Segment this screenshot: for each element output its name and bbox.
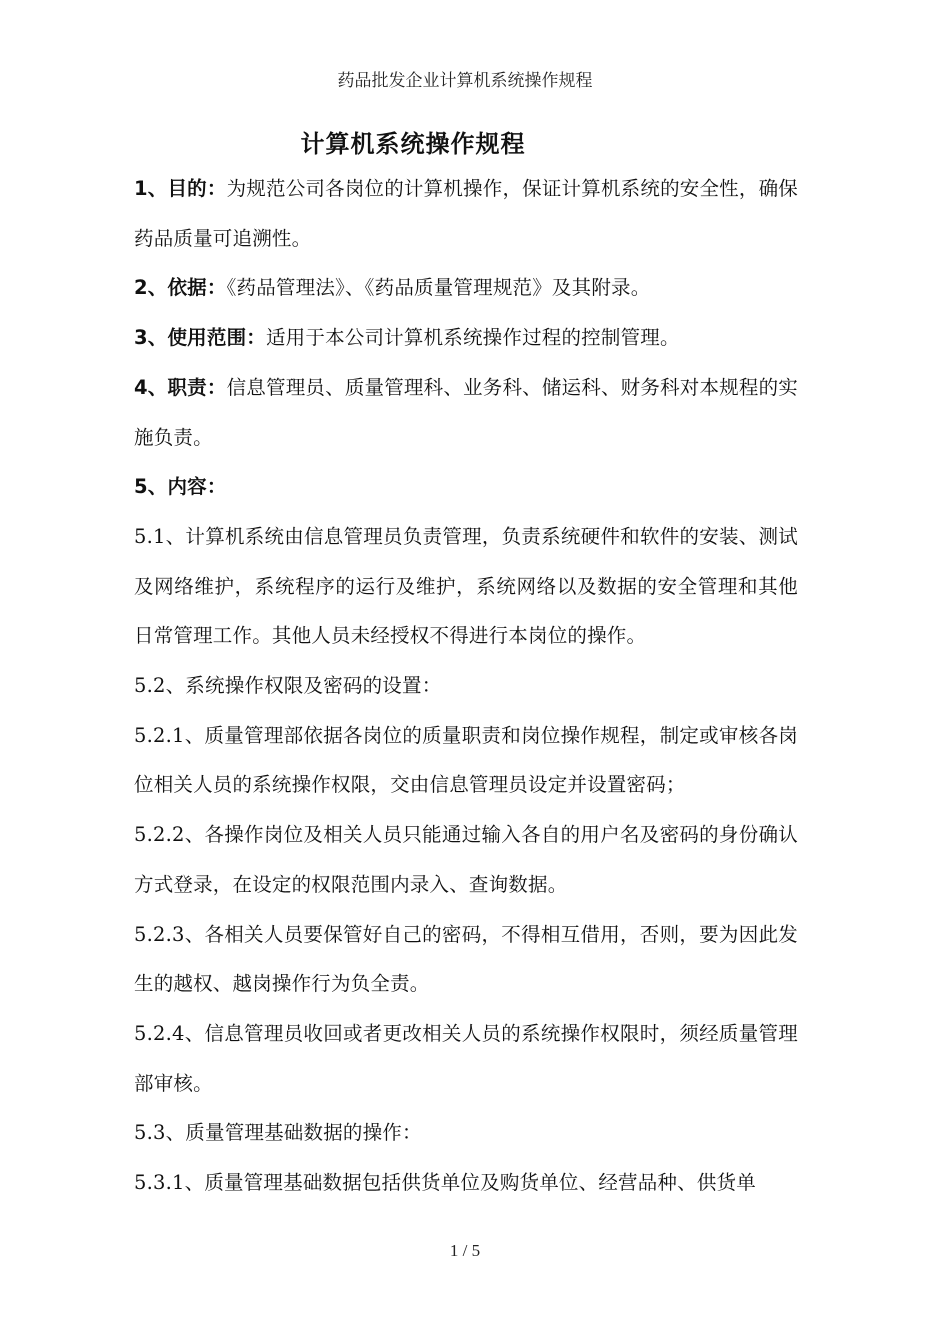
section-text: 信息管理员、质量管理科、业务科、储运科、财务科对本规程的实施负责。	[134, 375, 798, 449]
section-purpose	[134, 164, 798, 263]
clause-5-2-2: 5.2.2、各操作岗位及相关人员只能通过输入各自的用户名及密码的身份确认方式登录，在设定的权限范围内录入、查询数据。	[134, 823, 798, 896]
clause-5-2-4: 5.2.4、信息管理员收回或者更改相关人员的系统操作权限时，须经质量管理部审核。	[134, 1021, 798, 1095]
section-label: 3、使用范围：	[134, 326, 266, 350]
clause-5-2-3: 5.2.3、各相关人员要保管好自己的密码，不得相互借用，否则，要为因此发生的越权、越岗操作行为负全责。	[134, 922, 798, 996]
section-text: 为规范公司各岗位的计算机操作，保证计算机系统的安全性，确保药品质量可追溯性。	[134, 177, 798, 250]
section-text: 适用于本公司计算机系统操作过程的控制管理。	[265, 326, 680, 350]
section-label: 1、目的：	[134, 177, 227, 200]
section-label: 2、依据：	[134, 276, 227, 300]
section-scope	[134, 313, 798, 363]
clause-5-3-1: 5.3.1、质量管理基础数据包括供货单位及购货单位、经营品种、供货单	[134, 1171, 756, 1195]
section-responsibility	[134, 363, 798, 462]
section-content	[134, 462, 798, 512]
clause-5-2-1: 5.2.1、质量管理部依据各岗位的质量职责和岗位操作规程，制定或审核各岗位相关人员的系统操作权限，交由信息管理员设定并设置密码；	[134, 723, 798, 797]
document-title: 计算机系统操作规程	[300, 130, 526, 158]
page-number: 1 / 5	[449, 1241, 481, 1260]
clause-5-1: 5.1、计算机系统由信息管理员负责管理，负责系统硬件和软件的安装、测试及网络维护，系统程序的运行及维护，系统网络以及数据的安全管理和其他日常管理工作。其他人员未经授权不得进行本岗位的操作。	[134, 524, 798, 648]
running-header: 药品批发企业计算机系统操作规程	[337, 71, 593, 91]
clause-5-2: 5.2、系统操作权限及密码的设置：	[134, 674, 442, 698]
section-label: 4、职责：	[134, 375, 227, 399]
section-basis	[134, 263, 798, 313]
section-text: 《药品管理法》、《药品质量管理规范》及其附录。	[226, 276, 651, 300]
clause-5-3: 5.3、质量管理基础数据的操作：	[134, 1121, 422, 1145]
section-label: 5、内容：	[134, 475, 227, 499]
document-body	[134, 164, 798, 1208]
